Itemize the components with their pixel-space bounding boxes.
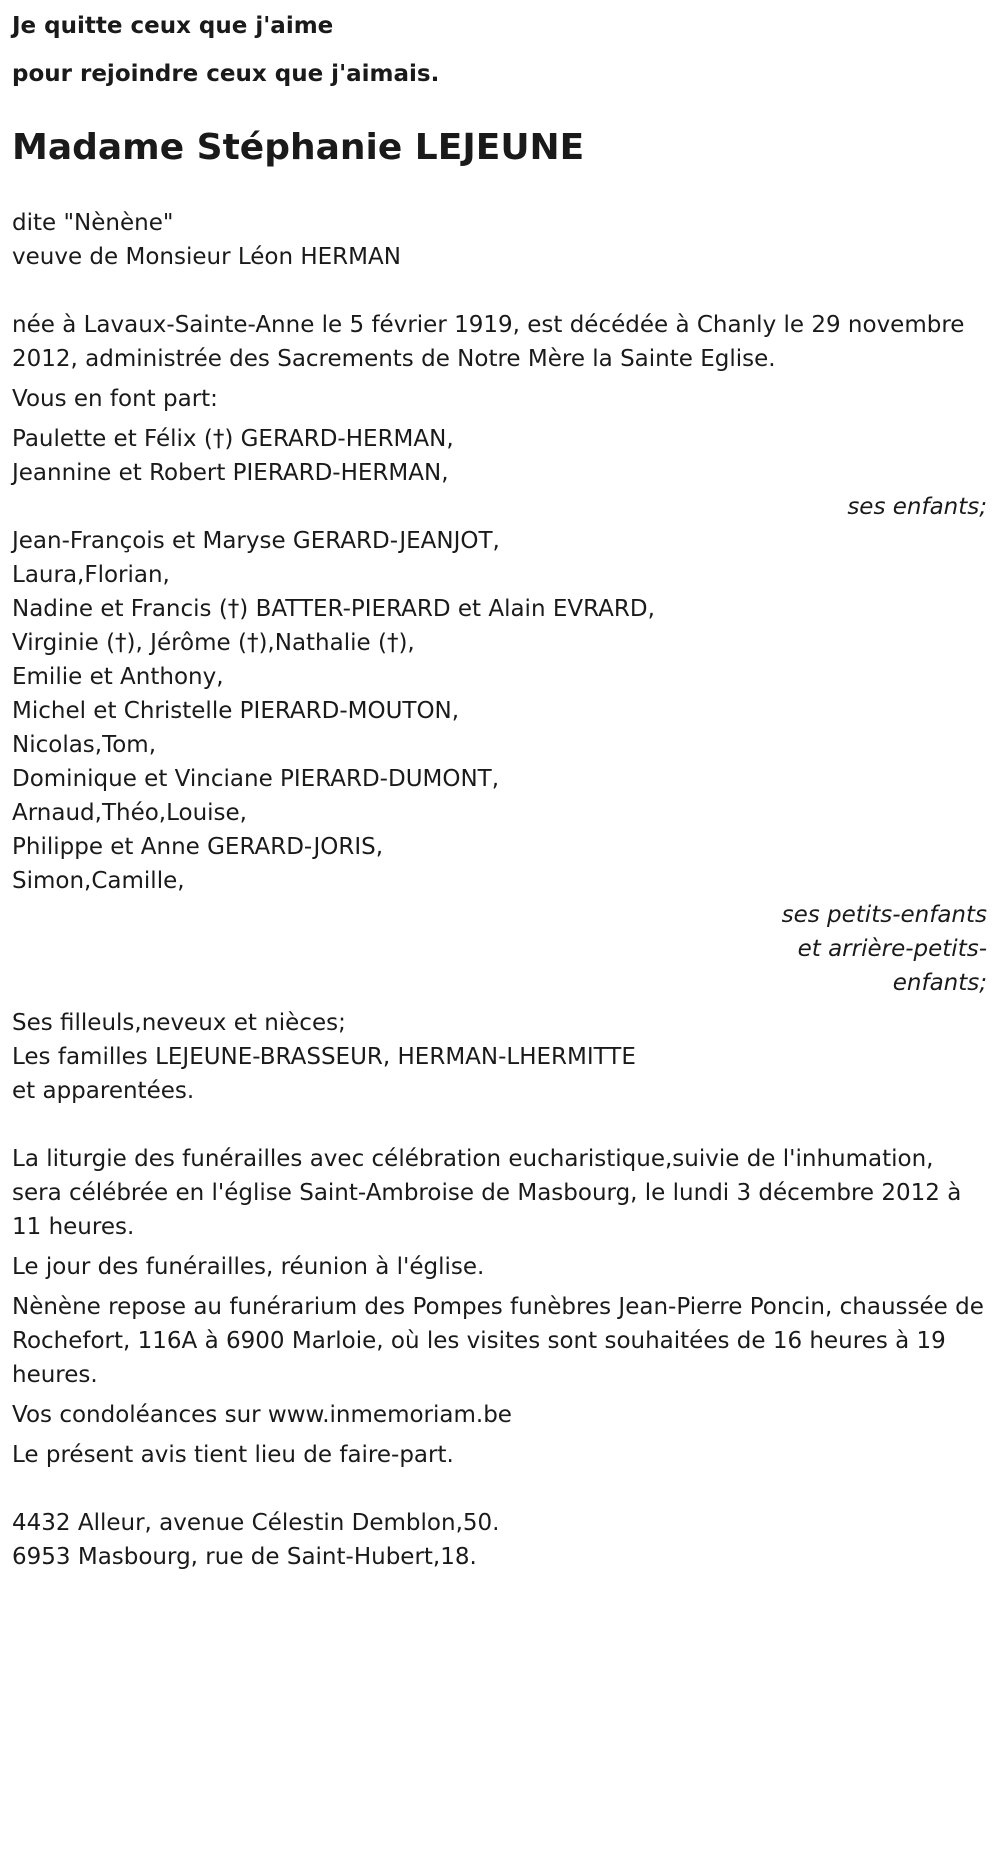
extended-family <box>12 1006 988 1108</box>
list-item: Paulette et Félix (†) GERARD-HERMAN, <box>12 426 454 452</box>
list-item: Dominique et Vinciane PIERARD-DUMONT, <box>12 766 500 792</box>
funerarium-paragraph: Nènène repose au funérarium des Pompes funèbres Jean-Pierre Poncin, chaussée de Rochefort, 116A à 6900 Marloie, où les visites sont souhaitées de 16 heures à 19 heures. <box>12 1294 984 1388</box>
grandchildren-label-line: ses petits-enfants <box>781 902 987 928</box>
list-item: Jeannine et Robert PIERARD-HERMAN, <box>12 460 449 486</box>
grandchildren-label-line: et arrière-petits- <box>797 936 987 962</box>
list-item: Arnaud,Théo,Louise, <box>12 800 247 826</box>
meeting-paragraph: Le jour des funérailles, réunion à l'église. <box>12 1254 485 1280</box>
address-line: 6953 Masbourg, rue de Saint-Hubert,18. <box>12 1544 477 1570</box>
nickname: dite "Nènène" <box>12 210 174 236</box>
list-item: Jean-François et Maryse GERARD-JEANJOT, <box>12 528 500 554</box>
announcement-intro: Vous en font part: <box>12 386 218 412</box>
list-item: Ses filleuls,neveux et nièces; <box>12 1010 346 1036</box>
widow-of: veuve de Monsieur Léon HERMAN <box>12 244 401 270</box>
list-item: Les familles LEJEUNE-BRASSEUR, HERMAN-LHERMITTE <box>12 1044 636 1070</box>
liturgy-paragraph: La liturgie des funérailles avec célébration eucharistique,suivie de l'inhumation, sera célébrée en l'église Saint-Ambroise de Masbourg, le lundi 3 décembre 2012 à 11 heures. <box>12 1146 962 1240</box>
deceased-name: Madame Stéphanie LEJEUNE <box>12 127 585 168</box>
list-item: Michel et Christelle PIERARD-MOUTON, <box>12 698 460 724</box>
epigraph <box>12 0 988 98</box>
grandchildren-label-line: enfants; <box>892 970 987 996</box>
grandchildren-label <box>12 898 987 1000</box>
children-label: ses enfants; <box>847 494 987 520</box>
addresses <box>12 1506 988 1574</box>
birth-death-paragraph: née à Lavaux-Sainte-Anne le 5 février 1919, est décédée à Chanly le 29 novembre 2012, administrée des Sacrements de Notre Mère la Sainte Eglise. <box>12 312 965 372</box>
grandchildren-list <box>12 524 988 1000</box>
list-item: Laura,Florian, <box>12 562 170 588</box>
list-item: Simon,Camille, <box>12 868 185 894</box>
epigraph-line-1: Je quitte ceux que j'aime <box>12 13 334 39</box>
address-line: 4432 Alleur, avenue Célestin Demblon,50. <box>12 1510 500 1536</box>
list-item: Nicolas,Tom, <box>12 732 157 758</box>
condolences-paragraph: Vos condoléances sur www.inmemoriam.be <box>12 1402 512 1428</box>
list-item: Nadine et Francis (†) BATTER-PIERARD et Alain EVRARD, <box>12 596 655 622</box>
notice-paragraph: Le présent avis tient lieu de faire-part. <box>12 1442 454 1468</box>
list-item: Philippe et Anne GERARD-JORIS, <box>12 834 384 860</box>
deceased-details <box>12 206 988 274</box>
list-item: Emilie et Anthony, <box>12 664 224 690</box>
list-item: et apparentées. <box>12 1078 195 1104</box>
epigraph-line-2: pour rejoindre ceux que j'aimais. <box>12 61 440 87</box>
list-item: Virginie (†), Jérôme (†),Nathalie (†), <box>12 630 415 656</box>
children-list <box>12 422 988 524</box>
